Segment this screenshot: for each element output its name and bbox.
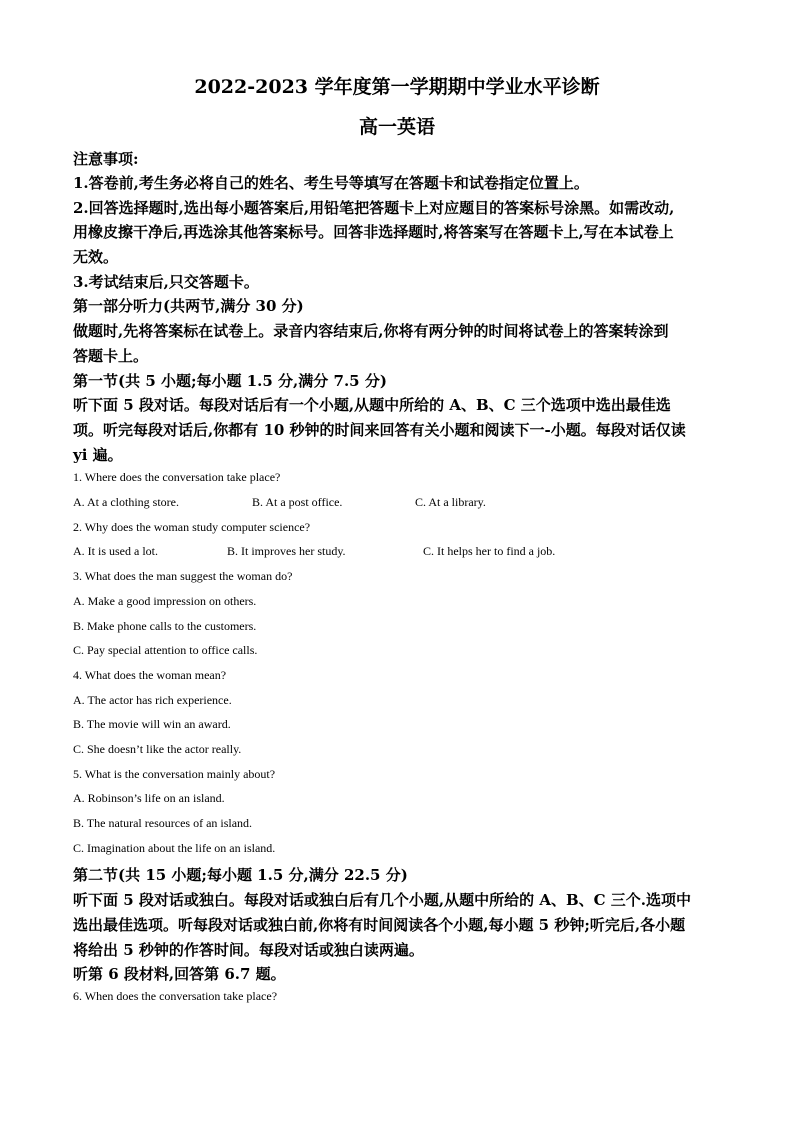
part1-instruction-line-2: 答题卡上。 xyxy=(73,347,149,365)
exam-title: 2022-2023 学年度第一学期期中学业水平诊断 xyxy=(194,76,600,98)
question-3-option-a: A. Make a good impression on others. xyxy=(73,594,257,608)
notice-item-1: 1.答卷前,考生务必将自己的姓名、考生号等填写在答题卡和试卷指定位置上。 xyxy=(73,174,589,192)
question-5-option-a: A. Robinson’s life on an island. xyxy=(73,791,225,805)
question-5-option-c: C. Imagination about the life on an island. xyxy=(73,841,276,855)
section2-heading: 第二节(共 15 小题;每小题 1.5 分,满分 22.5 分) xyxy=(73,866,408,884)
question-2-option-a: A. It is used a lot. xyxy=(73,544,158,558)
question-5: 5. What is the conversation mainly about? xyxy=(73,767,276,781)
question-4-option-a: A. The actor has rich experience. xyxy=(73,693,232,707)
question-2: 2. Why does the woman study computer science? xyxy=(73,520,311,534)
question-3: 3. What does the man suggest the woman do? xyxy=(73,569,293,583)
question-2-option-b: B. It improves her study. xyxy=(227,544,346,558)
question-1-option-b: B. At a post office. xyxy=(252,495,343,509)
section1-instruction-line-2: 项。听完每段对话后,你都有 10 秒钟的时间来回答有关小题和阅读下一-小题。每段对话仅读 xyxy=(73,421,686,439)
notice-item-2-line-2: 用橡皮擦干净后,再选涂其他答案标号。回答非选择题时,将答案写在答题卡上,写在本试卷上 xyxy=(73,223,674,241)
section1-instruction-line-1: 听下面 5 段对话。每段对话后有一个小题,从题中所给的 A、B、C 三个选项中选出最佳选 xyxy=(73,396,671,414)
question-6: 6. When does the conversation take place? xyxy=(73,989,278,1003)
part1-instruction-line-1: 做题时,先将答案标在试卷上。录音内容结束后,你将有两分钟的时间将试卷上的答案转涂到 xyxy=(73,322,669,340)
material-6-instruction: 听第 6 段材料,回答第 6.7 题。 xyxy=(73,965,286,983)
question-5-option-b: B. The natural resources of an island. xyxy=(73,816,253,830)
notice-item-2-line-1: 2.回答选择题时,选出每小题答案后,用铅笔把答题卡上对应题目的答案标号涂黑。如需改动, xyxy=(73,199,675,217)
question-2-option-c: C. It helps her to find a job. xyxy=(423,544,556,558)
notice-item-2-line-3: 无效。 xyxy=(73,248,119,266)
section1-heading: 第一节(共 5 小题;每小题 1.5 分,满分 7.5 分) xyxy=(73,372,387,390)
section2-instruction-line-2: 选出最佳选项。听每段对话或独白前,你将有时间阅读各个小题,每小题 5 秒钟;听完后,各小题 xyxy=(73,916,686,934)
question-4: 4. What does the woman mean? xyxy=(73,668,227,682)
notice-item-3: 3.考试结束后,只交答题卡。 xyxy=(73,273,259,291)
section2-instruction-line-1: 听下面 5 段对话或独白。每段对话或独白后有几个小题,从题中所给的 A、B、C 三个.选项中 xyxy=(73,891,692,909)
part1-heading: 第一部分听力(共两节,满分 30 分) xyxy=(73,297,304,315)
question-3-option-b: B. Make phone calls to the customers. xyxy=(73,619,257,633)
exam-subtitle: 高一英语 xyxy=(358,116,435,138)
section2-instruction-line-3: 将给出 5 秒钟的作答时间。每段对话或独白读两遍。 xyxy=(73,941,424,959)
question-1-option-c: C. At a library. xyxy=(415,495,486,509)
question-1: 1. Where does the conversation take place? xyxy=(73,470,281,484)
section1-instruction-line-3: yi 遍。 xyxy=(73,446,123,464)
question-4-option-c: C. She doesn’t like the actor really. xyxy=(73,742,242,756)
question-4-option-b: B. The movie will win an award. xyxy=(73,717,231,731)
notice-heading: 注意事项: xyxy=(73,150,139,168)
question-1-option-a: A. At a clothing store. xyxy=(73,495,179,509)
question-3-option-c: C. Pay special attention to office calls. xyxy=(73,643,258,657)
